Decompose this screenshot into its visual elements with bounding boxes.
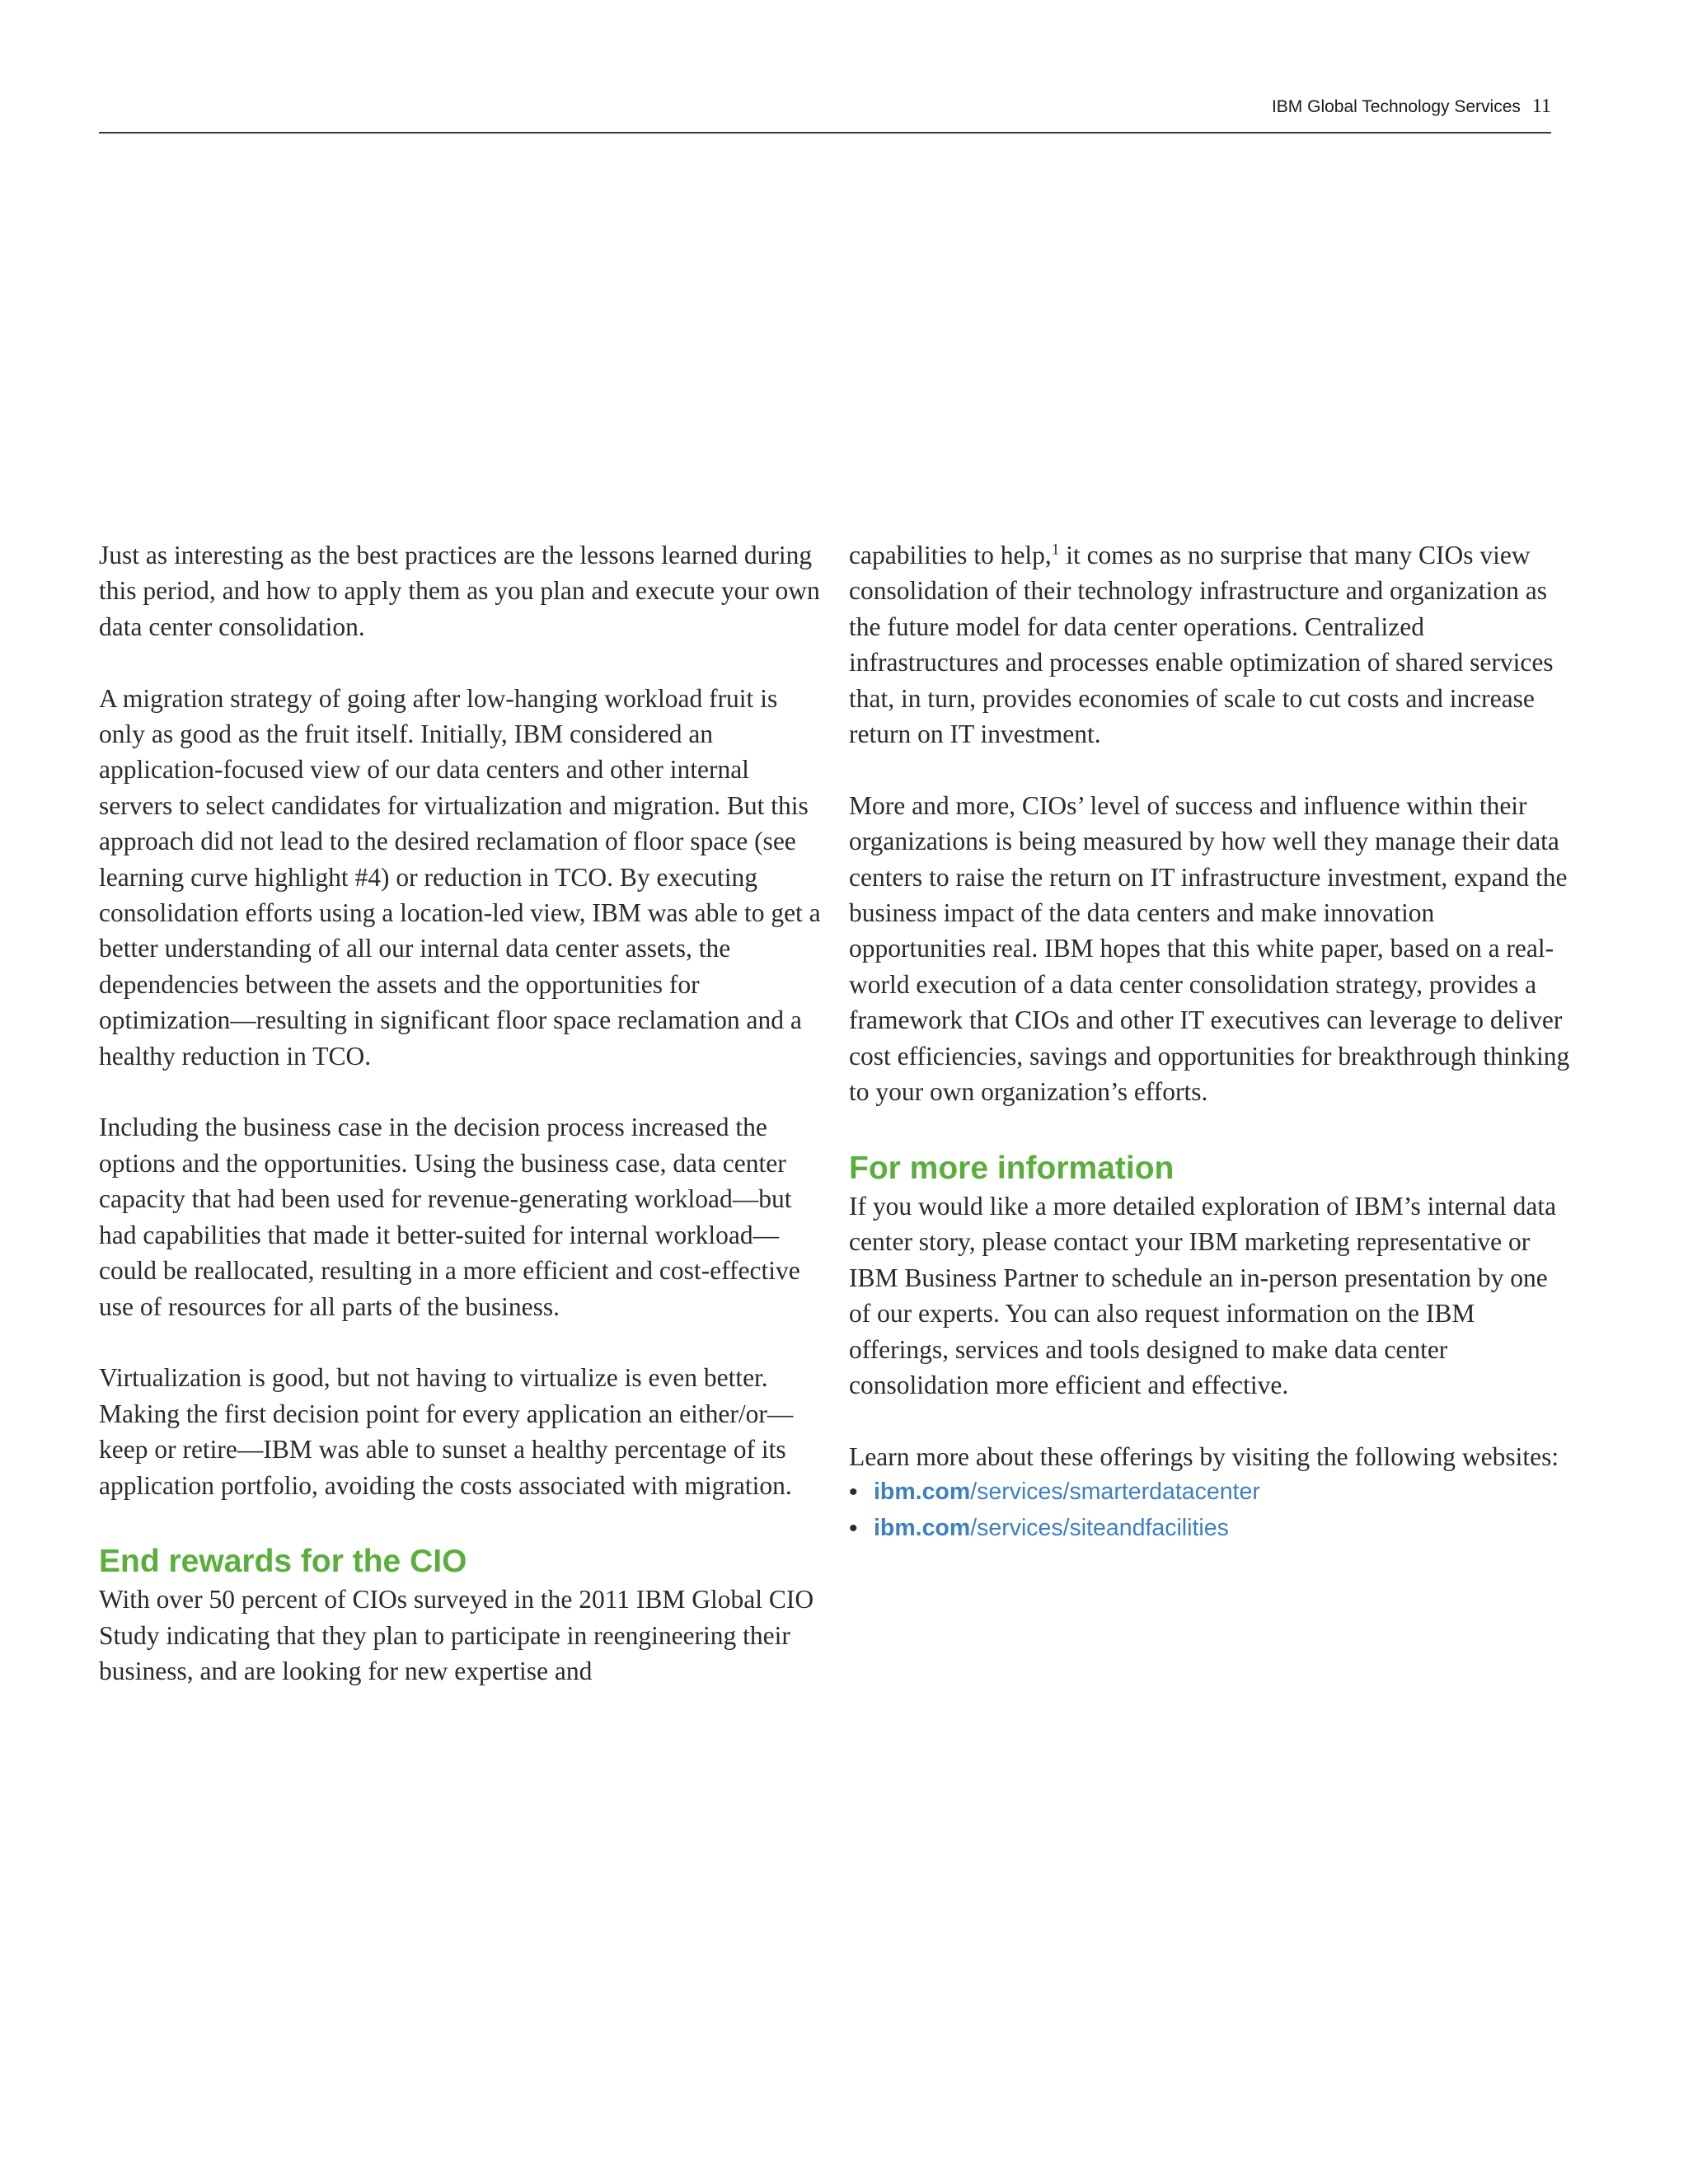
link-domain[interactable]: ibm.com <box>874 1514 971 1541</box>
body-paragraph: More and more, CIOs’ level of success and influence within their organizations is being measured by how well they manage their data centers to raise the return on IT infrastructure investment, expand the business impact of the data centers and make innovation opportunities real. IBM hopes that this white paper, based on a real-world execution of a data center consolidation strategy, provides a framework that CIOs and other IT executives can leverage to deliver cost efficiencies, savings and opportunities for breakthrough thinking to your own organization’s efforts. <box>849 790 1570 1107</box>
body-text: it comes as no surprise that many CIOs view consolidation of their technology infrastructure and organization as the future model for data center operations. Centralized infrastructures and processes enable optimization of shared services that, in turn, provides economies of scale to cut costs and increase return on IT investment. <box>849 541 1554 749</box>
header-label: IBM Global Technology Services <box>1271 97 1521 116</box>
link-smarterdatacenter[interactable] <box>874 1474 1260 1510</box>
left-column <box>99 537 824 1690</box>
link-path[interactable]: /services/siteandfacilities <box>970 1514 1229 1541</box>
body-paragraph: Just as interesting as the best practices are the lessons learned during this period, and how to apply them as you plan and execute your own data center consolidation. <box>99 541 820 641</box>
bullet-icon: • <box>849 1514 858 1542</box>
right-column <box>849 537 1574 1546</box>
link-siteandfacilities[interactable] <box>874 1511 1229 1546</box>
body-paragraph: If you would like a more detailed exploration of IBM’s internal data center story, please contact your IBM marketing representative or IBM Business Partner to schedule an in-person presentation by one of our experts. You can also request information on the IBM offerings, services and tools designed to make data center consolidation more efficient and effective. <box>849 1191 1557 1399</box>
body-paragraph: With over 50 percent of CIOs surveyed in the 2011 IBM Global CIO Study indicating that they plan to participate in reengineering their business, and are looking for new expertise and <box>99 1585 814 1686</box>
section-heading-end-rewards: End rewards for the CIO <box>99 1544 467 1580</box>
section-heading-more-info: For more information <box>849 1150 1175 1186</box>
page-number: 11 <box>1531 96 1551 117</box>
body-text: capabilities to help, <box>849 541 1052 569</box>
page-header <box>99 89 1551 134</box>
list-item <box>849 1511 1574 1546</box>
body-paragraph: Virtualization is good, but not having to virtualize is even better. Making the first decision point for every application an either/or—keep or retire—IBM was able to sunset a healthy percentage of its application portfolio, avoiding the costs associated with migration. <box>99 1363 794 1500</box>
body-paragraph: Including the business case in the decision process increased the options and the opportunities. Using the business case, data center capacity that had been used for revenue-generating workload—but had capabilities that made it better-suited for internal workload—could be reallocated, resulting in a more efficient and cost-effective use of resources for all parts of the business. <box>99 1113 800 1321</box>
header-text <box>1272 96 1551 118</box>
body-paragraph: A migration strategy of going after low-hanging workload fruit is only as good as the fruit itself. Initially, IBM considered an application-focused view of our data centers and other internal servers to select candidates for virtualization and migration. But this approach did not lead to the desired reclamation of floor space (see learning curve highlight #4) or reduction in TCO. By executing consolidation efforts using a location-led view, IBM was able to get a better understanding of all our internal data center assets, the dependencies between the assets and the opportunities for optimization—resulting in significant floor space reclamation and a healthy reduction in TCO. <box>99 683 821 1071</box>
body-paragraph <box>849 537 1574 752</box>
footnote-marker[interactable]: 1 <box>1051 541 1060 559</box>
link-domain[interactable]: ibm.com <box>874 1479 971 1506</box>
link-path[interactable]: /services/smarterdatacenter <box>970 1479 1260 1506</box>
bullet-icon: • <box>849 1479 858 1507</box>
list-item <box>849 1474 1574 1510</box>
body-paragraph: Learn more about these offerings by visiting the following websites: <box>849 1441 1559 1471</box>
website-links-list <box>849 1474 1574 1546</box>
